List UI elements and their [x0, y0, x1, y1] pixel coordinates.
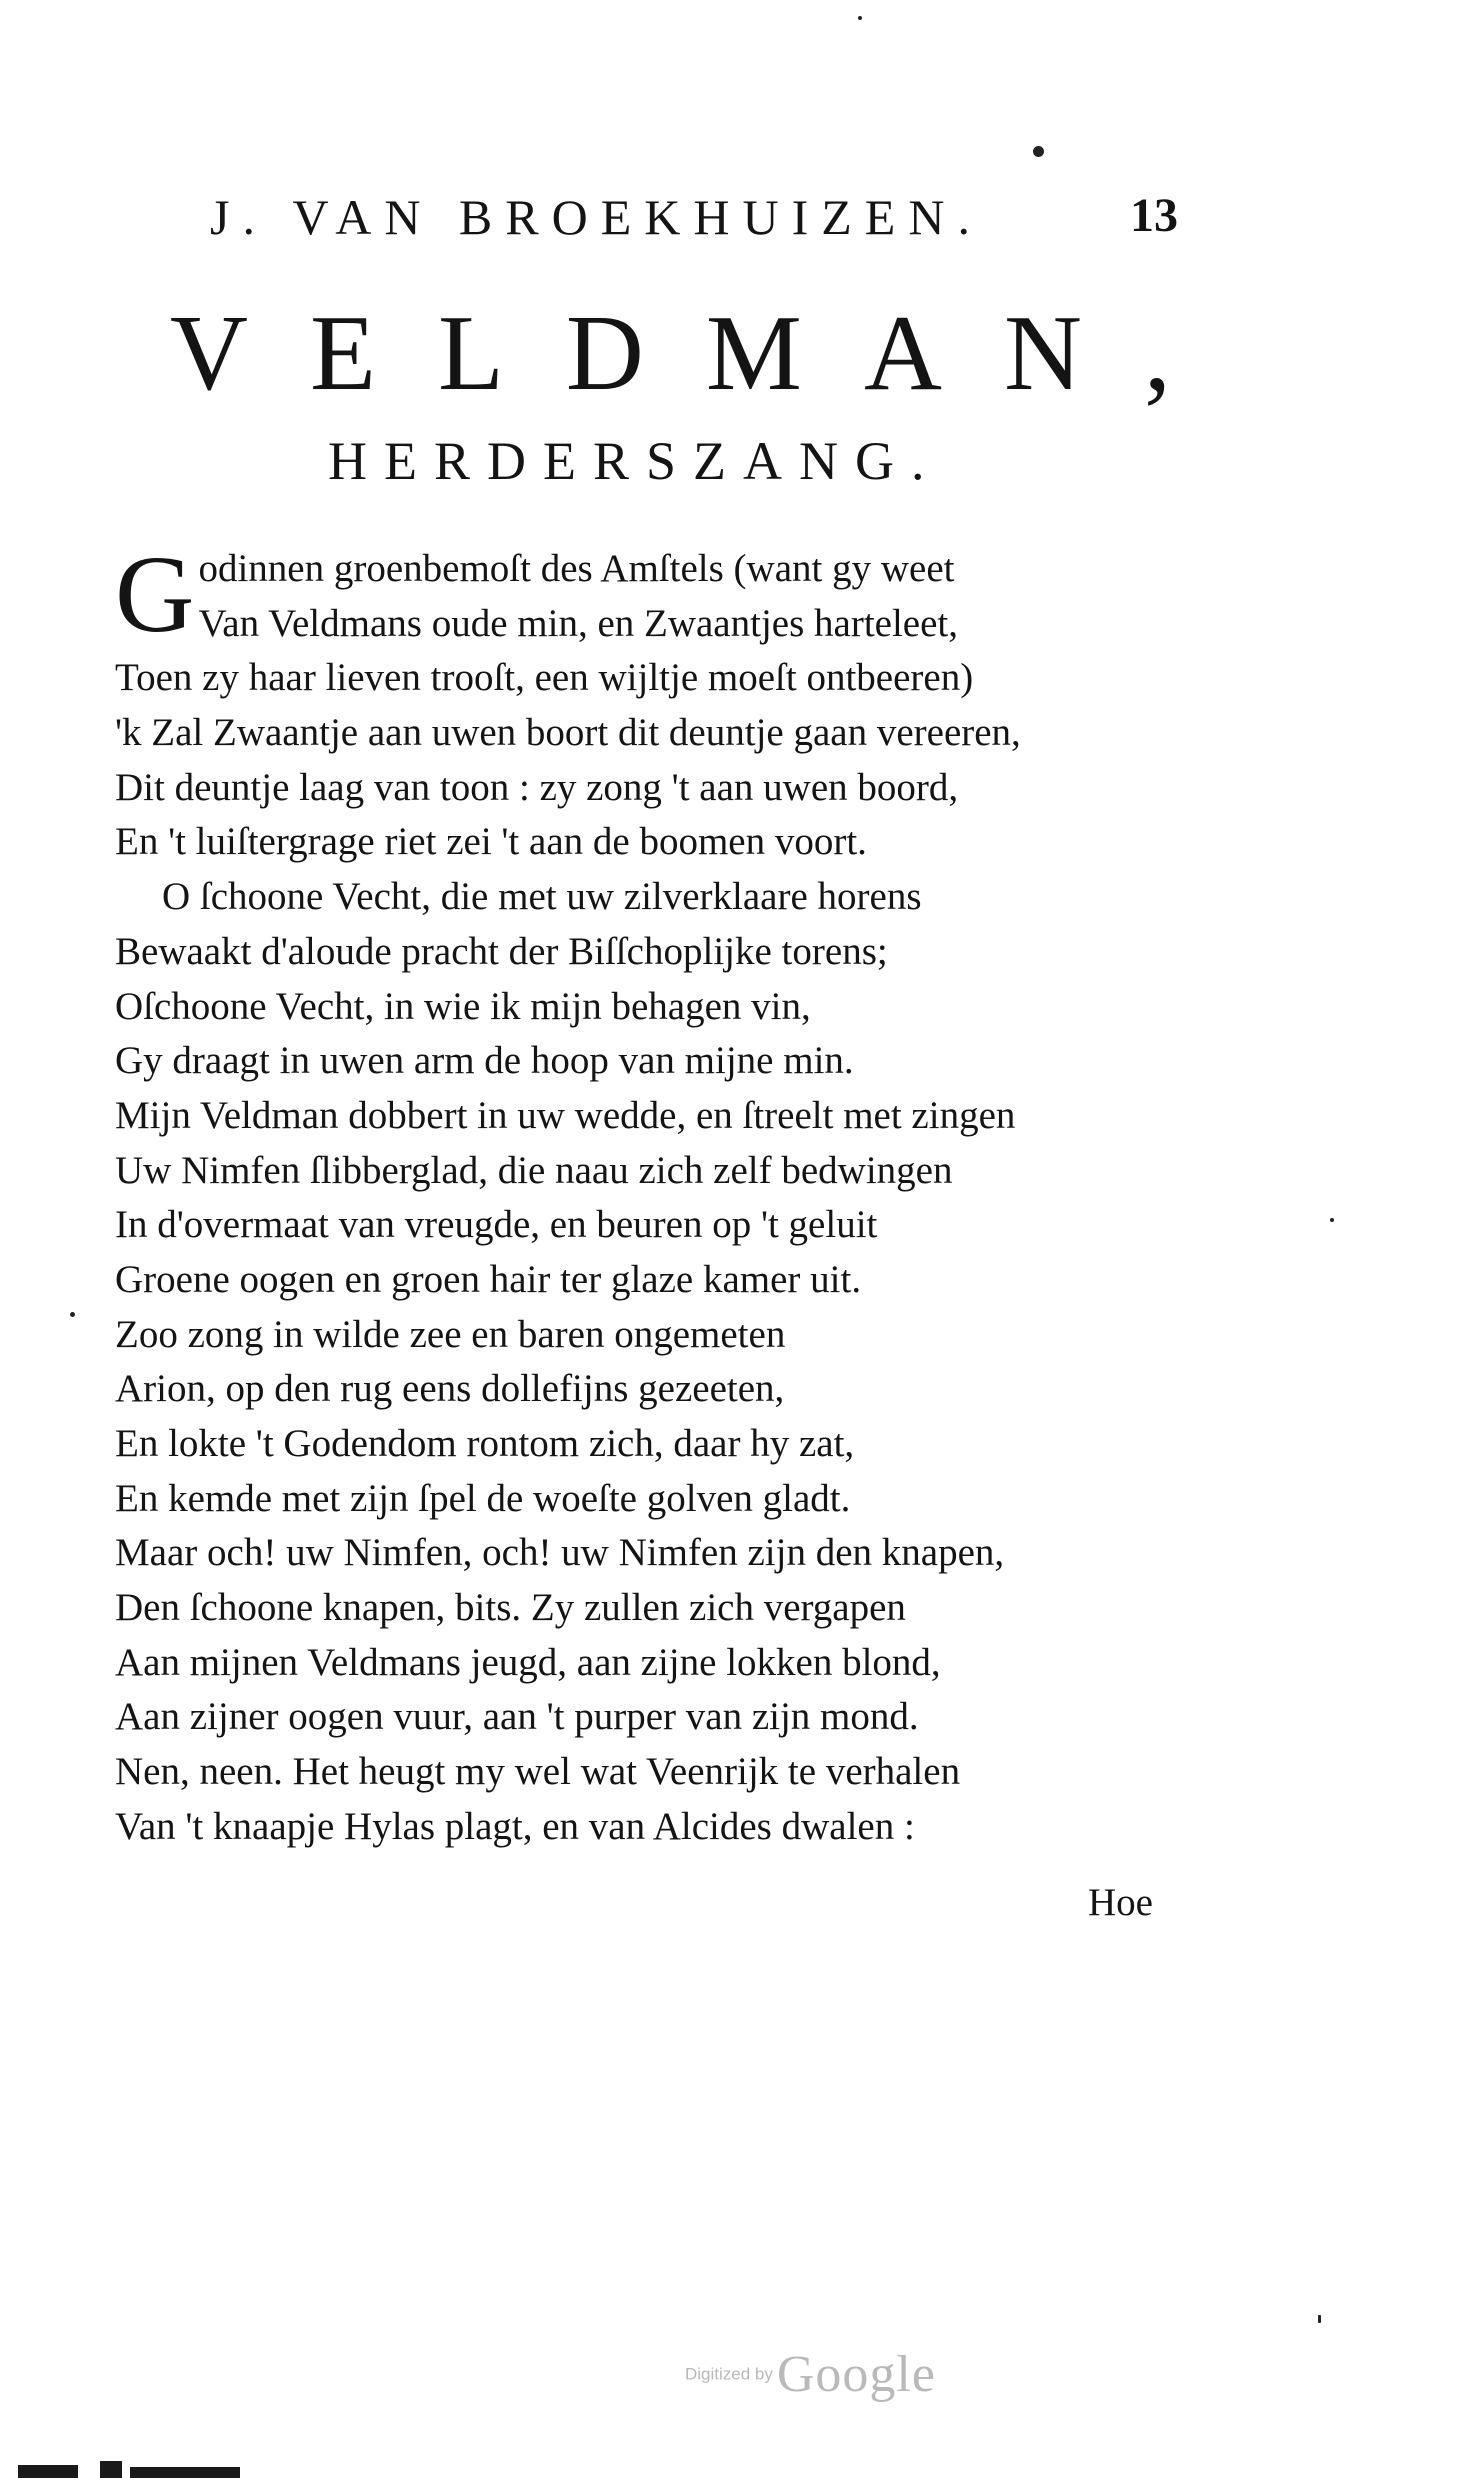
- verse-line: Van Veldmans oude min, en Zwaantjes harteleet,: [198, 601, 959, 645]
- drop-cap: G: [115, 533, 195, 655]
- ink-speck: [858, 16, 862, 20]
- running-head-author: J. VAN BROEKHUIZEN.: [210, 189, 983, 245]
- verse-line: Arion, op den rug eens dollefijns gezeeten,: [115, 1367, 785, 1411]
- verse-line: In d'overmaat van vreugde, en beuren op 't geluit: [115, 1203, 878, 1247]
- verse-line: Mijn Veldman dobbert in uw wedde, en ſtreelt met zingen: [115, 1093, 1016, 1137]
- verse-line: En lokte 't Godendom rontom zich, daar hy zat,: [115, 1422, 855, 1465]
- watermark-prefix: Digitized by: [685, 2364, 773, 2384]
- verse-line: Dit deuntje laag van toon : zy zong 't aan uwen boord,: [115, 765, 959, 809]
- verse-line: O ſchoone Vecht, die met uw zilverklaare horens: [162, 875, 922, 919]
- verse-line: Aan mijnen Veldmans jeugd, aan zijne lokken blond,: [115, 1640, 941, 1684]
- verse-line: Groene oogen en groen hair ter glaze kamer uit.: [115, 1257, 862, 1301]
- ink-speck: [1033, 146, 1044, 157]
- running-head: [200, 188, 1200, 248]
- verse-line: Toen zy haar lieven trooſt, een wijltje moeſt ontbeeren): [115, 656, 974, 700]
- verse-line: Maar och! uw Nimfen, och! uw Nimfen zijn den knapen,: [115, 1531, 1005, 1575]
- catchword: Hoe: [1088, 1881, 1153, 1924]
- verse-line: En kemde met zijn ſpel de woeſte golven gladt.: [115, 1476, 851, 1520]
- page-number: 13: [1130, 189, 1178, 242]
- verse-line: Van 't knaapje Hylas plagt, en van Alcides dwalen :: [115, 1804, 915, 1848]
- bottom-bleed-through: [0, 2455, 260, 2478]
- verse-line: Oſchoone Vecht, in wie ik mijn behagen vin,: [115, 984, 811, 1028]
- verse-line: 'k Zal Zwaantje aan uwen boort dit deuntje gaan vereeren,: [115, 711, 1021, 755]
- ink-speck: [1330, 1218, 1334, 1222]
- verse-line-text: odinnen groenbemoſt des Amſtels (want gy weet: [198, 547, 955, 590]
- verse-line: Zoo zong in wilde zee en baren ongemeten: [115, 1312, 786, 1356]
- verse-line: Den ſchoone knapen, bits. Zy zullen zich vergapen: [115, 1586, 906, 1630]
- digitized-watermark: [685, 2345, 936, 2404]
- verse-line: Uw Nimfen ſlibberglad, die naau zich zelf bedwingen: [115, 1148, 953, 1192]
- verse-line: Aan zijner oogen vuur, aan 't purper van zijn mond.: [115, 1695, 919, 1739]
- ink-speck: [1318, 2315, 1321, 2323]
- google-logo: Google: [776, 2346, 936, 2403]
- poem-title: VELDMAN,: [170, 294, 1233, 413]
- poem-subtitle: HERDERSZANG.: [328, 431, 942, 491]
- verse-line: Gy draagt in uwen arm de hoop van mijne min.: [115, 1039, 854, 1083]
- verse-line: Nen, neen. Het heugt my wel wat Veenrijk te verhalen: [115, 1750, 961, 1794]
- verse-line: En 't luiſtergrage riet zei 't aan de boomen voort.: [115, 820, 867, 864]
- ink-speck: [70, 1312, 75, 1317]
- verse-line: Bewaakt d'aloude pracht der Biſſchoplijke torens;: [115, 929, 888, 973]
- verse-block: [115, 533, 1195, 1855]
